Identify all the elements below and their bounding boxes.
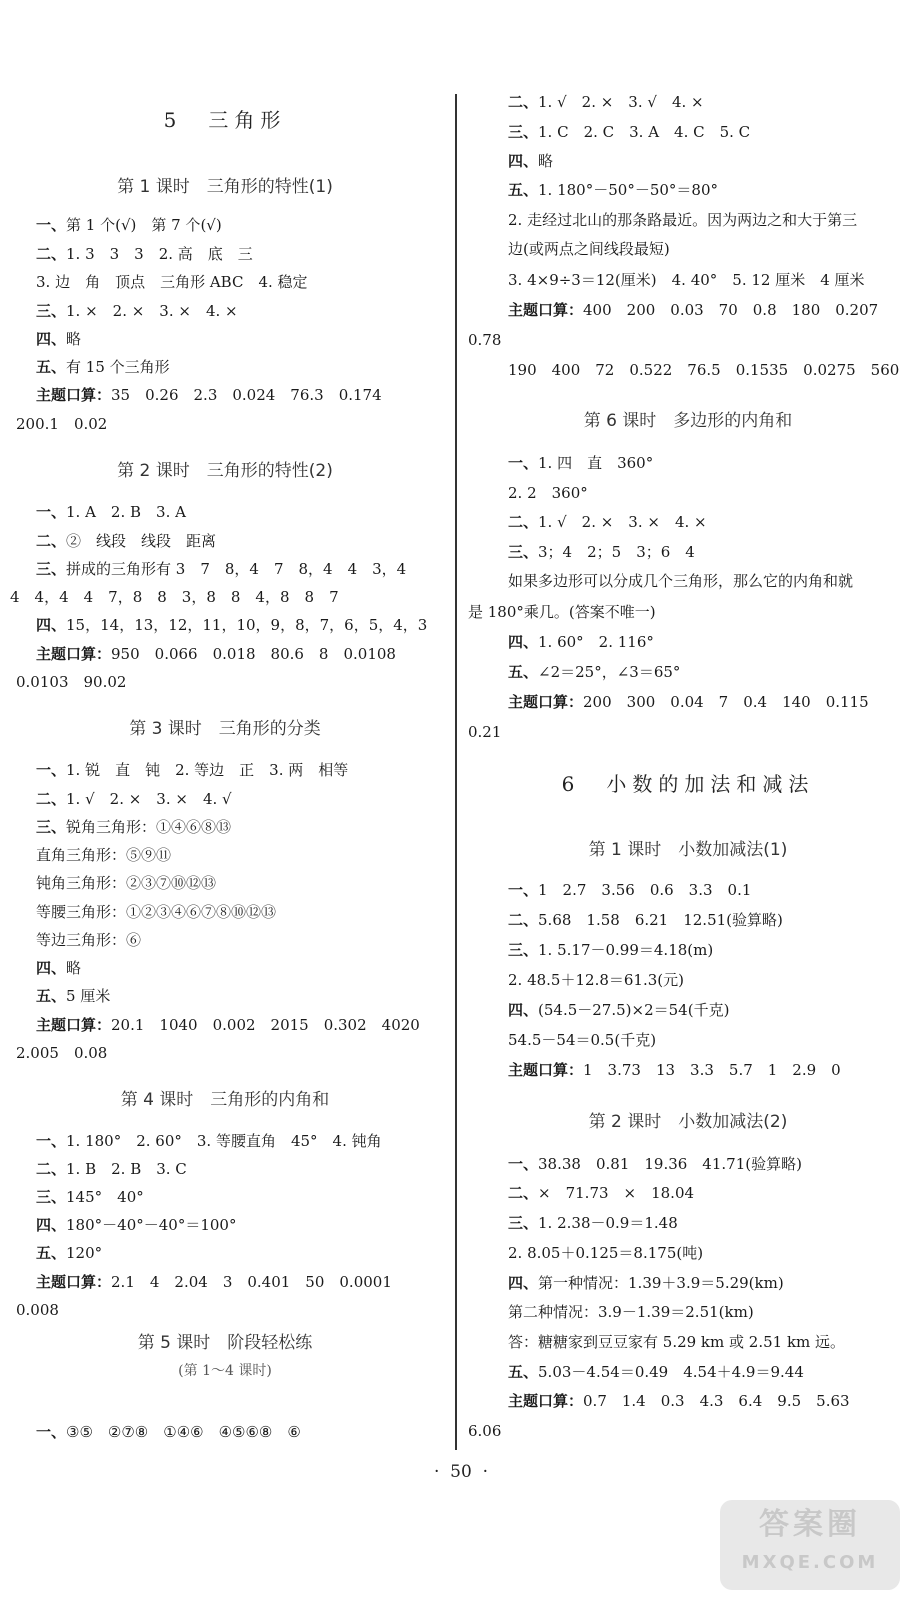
answer-line: 等边三角形：⑥: [36, 931, 142, 949]
answer-line: 四、略: [508, 152, 554, 170]
answer-line: 四、180°－40°－40°＝100°: [36, 1216, 237, 1234]
answer-line: 二、1. √ 2. × 3. × 4. √: [36, 790, 232, 808]
answer-line: 四、略: [36, 330, 82, 348]
answer-line: 四、1. 60° 2. 116°: [508, 633, 654, 651]
lesson-title: 第 4 课时 三角形的内角和: [120, 1090, 330, 1110]
answer-line: 四、15，14，13，12，11，10，9，8，7，6，5，4，3: [36, 616, 428, 634]
answer-line: 四、(54.5－27.5)×2＝54(千克): [508, 1001, 730, 1019]
answer-line: 如果多边形可以分成几个三角形，那么它的内角和就: [508, 572, 854, 590]
answer-line: 五、1. 180°－50°－50°＝80°: [508, 181, 718, 199]
answer-line: 二、1. √ 2. × 3. √ 4. ×: [508, 93, 704, 111]
answer-line: 二、1. B 2. B 3. C: [36, 1160, 187, 1178]
answer-line: 2.005 0.08: [16, 1044, 108, 1062]
lesson-title: 第 2 课时 三角形的特性(2): [117, 461, 333, 481]
answer-line: 主题口算：2.1 4 2.04 3 0.401 50 0.0001: [36, 1273, 392, 1291]
answer-line: 五、有 15 个三角形: [36, 358, 170, 376]
answer-line: 三、锐角三角形：①④⑥⑧⑬: [36, 818, 232, 836]
answer-line: 2. 48.5＋12.8＝61.3(元): [508, 971, 684, 989]
lesson-title: 第 1 课时 小数加减法(1): [588, 840, 788, 860]
column-divider: [455, 94, 457, 1450]
answer-line: 二、× 71.73 × 18.04: [508, 1184, 695, 1202]
answer-line: 200.1 0.02: [16, 415, 108, 433]
answer-line: 6.06: [468, 1422, 502, 1440]
answer-line: 2. 8.05＋0.125＝8.175(吨): [508, 1244, 704, 1262]
answer-line: 二、5.68 1.58 6.21 12.51(验算略): [508, 911, 783, 929]
answer-line: 一、1. 四 直 360°: [508, 454, 654, 472]
answer-line: 三、1. 2.38－0.9＝1.48: [508, 1214, 678, 1232]
answer-line: 四、略: [36, 959, 82, 977]
answer-line: 3. 边 角 顶点 三角形 ABC 4. 稳定: [36, 273, 308, 291]
answer-line: 五、∠2＝25°，∠3＝65°: [508, 663, 681, 681]
answer-line: 主题口算：400 200 0.03 70 0.8 180 0.207: [508, 301, 879, 319]
answer-line: 一、1. 锐 直 钝 2. 等边 正 3. 两 相等: [36, 761, 349, 779]
answer-line: 2. 2 360°: [508, 484, 588, 502]
answer-line: 一、1. A 2. B 3. A: [36, 503, 186, 521]
answer-line: 一、第 1 个(√) 第 7 个(√): [36, 216, 222, 234]
answer-line: 一、1. 180° 2. 60° 3. 等腰直角 45° 4. 钝角: [36, 1132, 382, 1150]
answer-line: 边(或两点之间线段最短): [508, 240, 670, 258]
answer-line: 三、1. × 2. × 3. × 4. ×: [36, 302, 238, 320]
answer-line: 主题口算：35 0.26 2.3 0.024 76.3 0.174: [36, 386, 382, 404]
answer-line: 一、38.38 0.81 19.36 41.71(验算略): [508, 1155, 802, 1173]
answer-line: 等腰三角形：①②③④⑥⑦⑧⑩⑫⑬: [36, 903, 277, 921]
lesson-subtitle: (第 1～4 课时): [178, 1363, 272, 1379]
answer-line: 五、5.03－4.54＝0.49 4.54＋4.9＝9.44: [508, 1363, 804, 1381]
answer-line: 190 400 72 0.522 76.5 0.1535 0.0275 560: [508, 361, 900, 379]
answer-line: 直角三角形：⑤⑨⑪: [36, 846, 172, 864]
answer-line: 0.21: [468, 723, 502, 741]
answer-line: 主题口算：950 0.066 0.018 80.6 8 0.0108: [36, 645, 396, 663]
answer-line: 三、145° 40°: [36, 1188, 144, 1206]
answer-line: 三、1. 5.17－0.99＝4.18(m): [508, 941, 714, 959]
answer-line: 三、1. C 2. C 3. A 4. C 5. C: [508, 123, 751, 141]
answer-line: 54.5－54＝0.5(千克): [508, 1031, 657, 1049]
lesson-title: 第 5 课时 阶段轻松练: [137, 1333, 313, 1353]
answer-line: 二、1. √ 2. × 3. × 4. ×: [508, 513, 707, 531]
answer-line: 一、1 2.7 3.56 0.6 3.3 0.1: [508, 881, 752, 899]
watermark-logo: [720, 1500, 900, 1590]
lesson-title: 第 3 课时 三角形的分类: [129, 719, 321, 739]
answer-line: 主题口算：200 300 0.04 7 0.4 140 0.115: [508, 693, 869, 711]
page-number: · 50 ·: [433, 1462, 489, 1482]
answer-line: 主题口算：0.7 1.4 0.3 4.3 6.4 9.5 5.63: [508, 1392, 850, 1410]
answer-line: 主题口算：1 3.73 13 3.3 5.7 1 2.9 0: [508, 1061, 841, 1079]
answer-line: 0.78: [468, 331, 502, 349]
answer-line: 三、拼成的三角形有 3 7 8，4 7 8，4 4 3，4: [36, 560, 407, 578]
lesson-title: 第 2 课时 小数加减法(2): [588, 1112, 788, 1132]
answer-line: 4 4，4 4 7，8 8 3，8 8 4，8 8 7: [10, 588, 339, 606]
answer-line: 3. 4×9÷3＝12(厘米) 4. 40° 5. 12 厘米 4 厘米: [508, 271, 865, 289]
chapter-title: 6 小数的加法和减法: [561, 772, 815, 796]
answer-line: 主题口算：20.1 1040 0.002 2015 0.302 4020: [36, 1016, 420, 1034]
answer-line: 一、③⑤ ②⑦⑧ ①④⑥ ④⑤⑥⑧ ⑥: [36, 1423, 301, 1441]
answer-line: 三、3；4 2；5 3；6 4: [508, 543, 695, 561]
answer-line: 五、120°: [36, 1244, 103, 1262]
lesson-title: 第 6 课时 多边形的内角和: [583, 411, 793, 431]
answer-line: 二、② 线段 线段 距离: [36, 532, 217, 550]
answer-line: 四、第一种情况：1.39＋3.9＝5.29(km): [508, 1274, 784, 1292]
answer-line: 二、1. 3 3 3 2. 高 底 三: [36, 245, 253, 263]
answer-line: 0.0103 90.02: [16, 673, 127, 691]
lesson-title: 第 1 课时 三角形的特性(1): [117, 177, 333, 197]
answer-line: 0.008: [16, 1301, 59, 1319]
watermark-url: MXQE.COM: [741, 1552, 879, 1573]
answer-line: 答：糖糖家到豆豆家有 5.29 km 或 2.51 km 远。: [508, 1333, 846, 1351]
answer-line: 2. 走经过北山的那条路最近。因为两边之和大于第三: [508, 211, 858, 229]
watermark-brand: 答案圈: [759, 1507, 861, 1542]
answer-line: 五、5 厘米: [36, 987, 111, 1005]
answer-line: 第二种情况：3.9－1.39＝2.51(km): [508, 1303, 754, 1321]
chapter-title: 5 三角形: [163, 108, 287, 132]
answer-line: 是 180°乘几。(答案不唯一): [468, 603, 656, 621]
answer-line: 钝角三角形：②③⑦⑩⑫⑬: [36, 874, 217, 892]
